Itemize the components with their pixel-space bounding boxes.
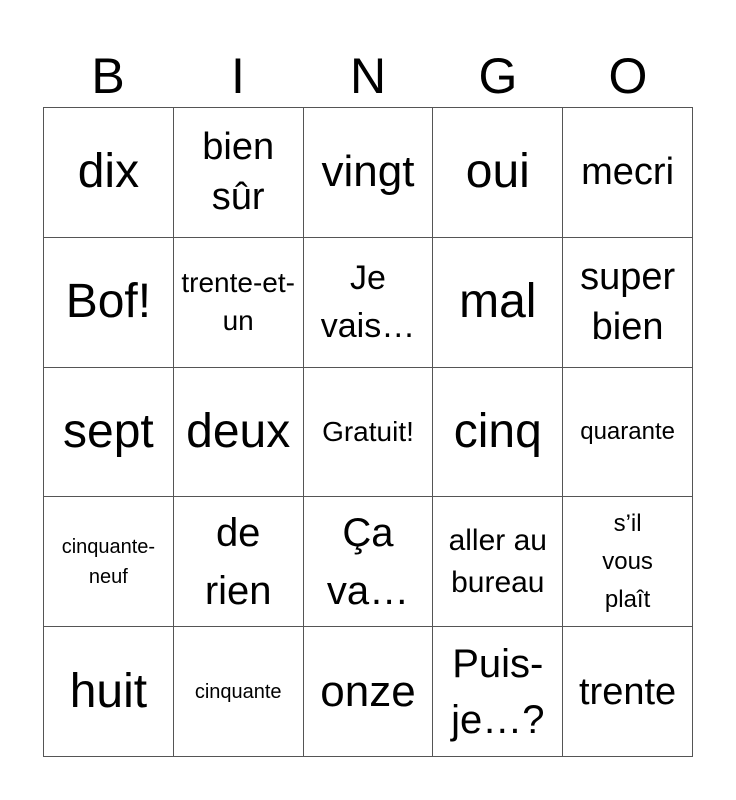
cell-text: de rien (204, 510, 272, 613)
cell-text: dix (77, 145, 140, 199)
cell-text: onze (320, 666, 416, 716)
bingo-cell[interactable] (433, 108, 563, 238)
header-letter-i: I (231, 48, 245, 104)
cell-text: cinq (453, 404, 542, 458)
cell-text: Je vais… (320, 259, 416, 346)
bingo-cell[interactable] (44, 238, 174, 368)
cell-text: Bof! (65, 275, 152, 329)
cell-text: cinquante-neuf (61, 535, 156, 588)
bingo-cell[interactable] (174, 497, 304, 627)
bingo-cell[interactable] (433, 497, 563, 627)
cell-text: huit (69, 664, 148, 718)
bingo-cell[interactable] (304, 497, 434, 627)
bingo-cell[interactable] (433, 627, 563, 757)
header-letter-o: O (608, 48, 648, 104)
bingo-grid (43, 107, 693, 757)
bingo-cell[interactable] (563, 368, 693, 498)
cell-text: trente (579, 670, 677, 713)
bingo-cell[interactable] (174, 108, 304, 238)
header-letter-b: B (91, 48, 125, 104)
cell-text: Puis-je…? (451, 641, 545, 742)
cell-text: aller au bureau (448, 523, 547, 599)
bingo-cell[interactable] (44, 497, 174, 627)
bingo-cell[interactable] (44, 108, 174, 238)
bingo-cell[interactable] (44, 368, 174, 498)
bingo-cell[interactable] (304, 238, 434, 368)
cell-text: cinquante (194, 680, 282, 703)
cell-text: bien sûr (202, 126, 275, 219)
bingo-cell[interactable] (304, 108, 434, 238)
bingo-cell[interactable] (563, 627, 693, 757)
cell-text: deux (186, 404, 291, 458)
cell-text: Ça va… (326, 510, 410, 613)
cell-text: oui (465, 145, 530, 199)
bingo-cell[interactable] (174, 627, 304, 757)
bingo-cell[interactable] (174, 238, 304, 368)
bingo-cell[interactable] (304, 627, 434, 757)
bingo-cell[interactable] (563, 497, 693, 627)
bingo-cell[interactable] (174, 368, 304, 498)
cell-text: s’il vous plaît (602, 509, 653, 613)
bingo-cell[interactable] (304, 368, 434, 498)
cell-text: mal (459, 275, 537, 329)
cell-text: mecri (581, 151, 675, 194)
cell-text: quarante (580, 417, 675, 445)
bingo-cell[interactable] (44, 627, 174, 757)
bingo-cell[interactable] (433, 368, 563, 498)
cell-text: super bien (580, 256, 676, 349)
cell-text: Gratuit! (322, 415, 414, 447)
header-letter-n: N (349, 48, 387, 104)
bingo-cell[interactable] (433, 238, 563, 368)
bingo-cell[interactable] (563, 238, 693, 368)
header-letter-g: G (478, 48, 518, 104)
bingo-cell[interactable] (563, 108, 693, 238)
cell-text: sept (63, 404, 154, 458)
cell-text: trente-et-un (181, 267, 295, 337)
bingo-header (43, 46, 693, 106)
cell-text: vingt (321, 147, 415, 197)
